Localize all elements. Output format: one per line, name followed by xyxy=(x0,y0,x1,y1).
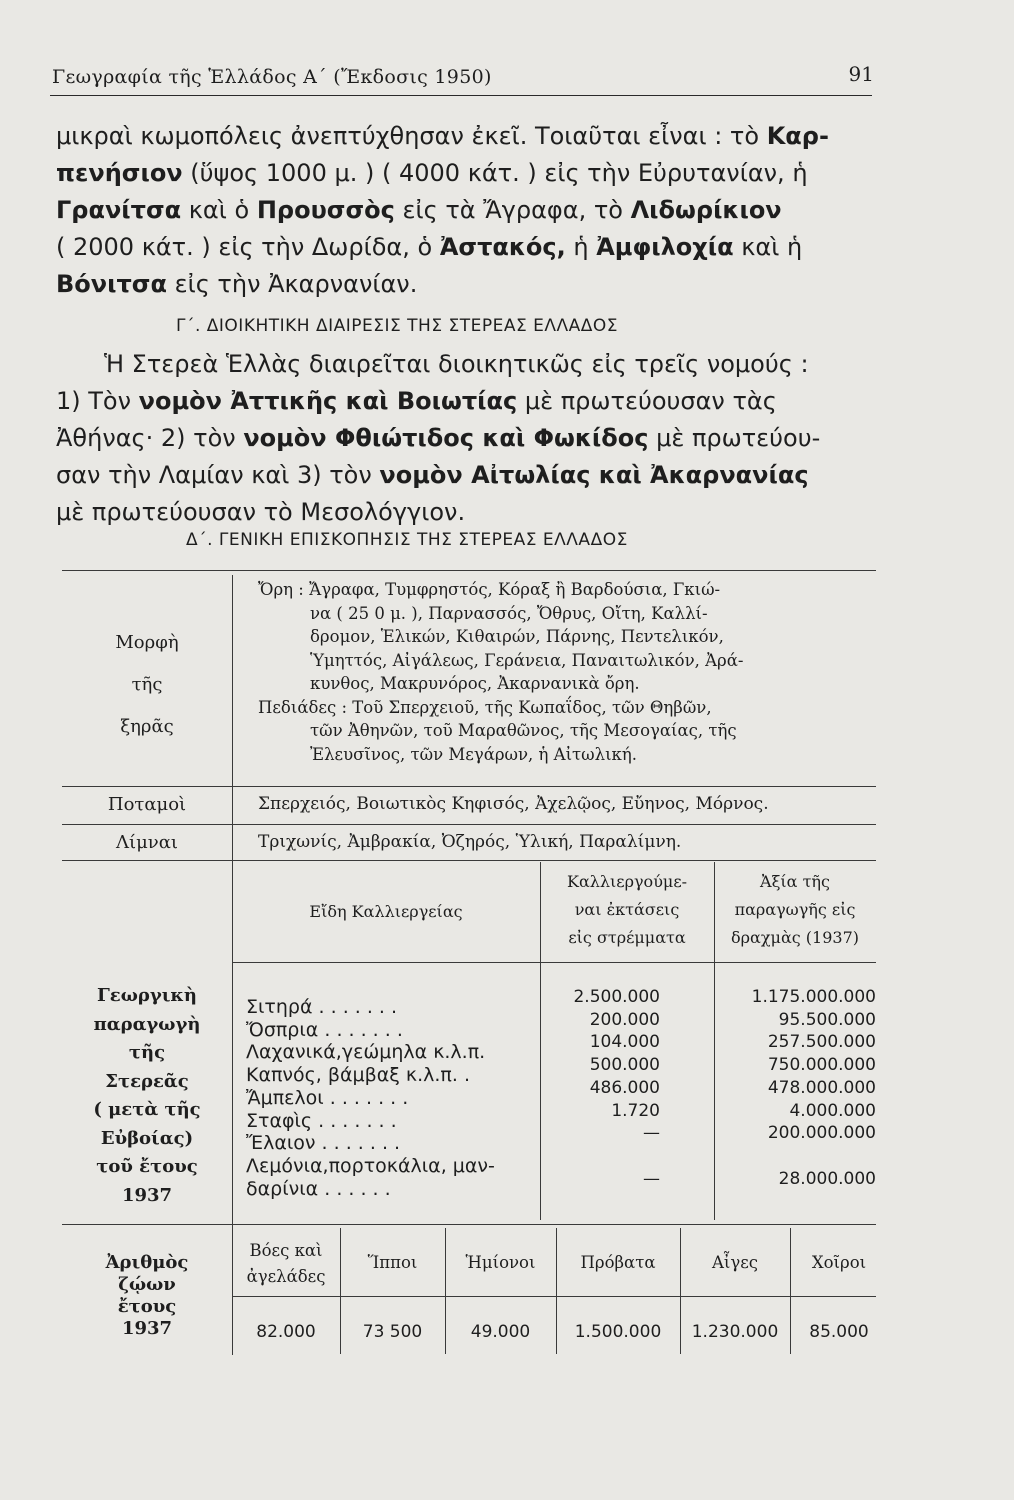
value-values xyxy=(730,986,876,1190)
prefecture-fthiotida: νομὸν Φθιώτιδος καὶ Φωκίδος xyxy=(243,424,649,452)
animals-header-rule xyxy=(232,1296,876,1297)
mountains-line: Ὄρη : Ἄγραφα, Τυμφρηστός, Κόραξ ἢ Βαρδούσια, Γκιώ- xyxy=(258,580,721,599)
intro-line-1 xyxy=(56,118,874,155)
text: ( 2000 κάτ. ) εἰς τὴν Δωρίδα, ὁ xyxy=(56,233,440,261)
intro-line-4 xyxy=(56,229,874,266)
crop-item: Λεμόνια,πορτοκάλια, μαν- xyxy=(246,1154,495,1177)
animal-value-goats: 1.230.000 xyxy=(691,1322,779,1342)
crop-item: Λαχανικά,γεώμηλα κ.λ.π. xyxy=(246,1041,486,1064)
area-value: 2.500.000 xyxy=(573,987,660,1007)
mountains-line: δρομον, Ἑλικών, Κιθαιρών, Πάρνης, Πεντελικόν, xyxy=(310,627,724,646)
label-line: 1937 xyxy=(121,1184,173,1206)
header-line: εἰς στρέμματα xyxy=(568,928,686,947)
label-line: Μορφὴ xyxy=(115,632,179,653)
page-number: 91 xyxy=(848,62,874,86)
table-top-rule xyxy=(62,570,876,571)
crop-list xyxy=(246,996,538,1200)
animal-value-cattle: 82.000 xyxy=(256,1322,316,1342)
place-amfilochia: Ἀμφιλοχία xyxy=(596,233,734,261)
label-line: τῆς xyxy=(128,1042,166,1063)
text: εἰς τὰ Ἄγραφα, τὸ xyxy=(394,196,631,224)
production-value: 95.500.000 xyxy=(778,1009,876,1030)
animal-header-sheep: Πρόβατα xyxy=(580,1253,656,1272)
area-column-header xyxy=(540,868,714,952)
production-value: 1.175.000.000 xyxy=(751,987,876,1007)
text: εἰς τὴν Ἀκαρνανίαν. xyxy=(166,270,418,298)
animal-value-sheep: 1.500.000 xyxy=(574,1322,662,1342)
text: 1) Τὸν xyxy=(56,387,139,415)
place-karpenision-2: πενήσιον xyxy=(56,159,183,187)
label-line: Ἀριθμὸς xyxy=(105,1252,189,1273)
area-value: — xyxy=(643,1123,660,1144)
crop-item: Καπνός, βάμβαξ κ.λ.π. . xyxy=(246,1064,470,1087)
mountains-line: κυνθος, Μακρυνόρος, Ἀκαρνανικὰ ὄρη. xyxy=(310,674,640,693)
text: καὶ ἡ xyxy=(733,233,803,261)
header-line: δραχμὰς (1937) xyxy=(731,928,859,947)
header-line: ναι ἐκτάσεις xyxy=(574,900,680,919)
text: ἡ xyxy=(565,233,597,261)
animal-value-horses: 73 500 xyxy=(362,1322,423,1342)
crop-item: Σιτηρά . . . . . . . xyxy=(246,996,398,1018)
header-rule xyxy=(50,95,872,96)
text: καὶ ὁ xyxy=(181,196,257,224)
area-value: — xyxy=(643,1168,660,1189)
area-value xyxy=(560,1145,660,1168)
c-line-3 xyxy=(56,420,874,457)
production-value: 478.000.000 xyxy=(767,1077,876,1098)
animal-value-mules: 49.000 xyxy=(470,1322,531,1342)
text: Ἀθήνας· 2) τὸν xyxy=(56,424,244,452)
text: (ὕψος 1000 μ. ) ( 4000 κάτ. ) εἰς τὴν Εὐρυτανίαν, ἡ xyxy=(182,159,808,187)
row-rule-production xyxy=(62,1224,876,1225)
production-value: 257.500.000 xyxy=(767,1032,876,1053)
label-line: ζῴων xyxy=(118,1274,176,1295)
label-line: 1937 xyxy=(121,1318,173,1339)
intro-line-5 xyxy=(56,266,874,303)
label-line: τοῦ ἔτους xyxy=(96,1156,198,1177)
header-line: Καλλιεργούμε- xyxy=(566,872,688,891)
mountains-line: Ὑμηττός, Αἰγάλεως, Γεράνεια, Παναιτωλικόν, Ἀρά- xyxy=(310,650,744,670)
label-line: Εὐβοίας) xyxy=(100,1127,194,1149)
mountains-line: να ( 25 0 μ. ), Παρνασσός, Ὄθρυς, Οἴτη, Καλλί- xyxy=(310,603,708,623)
area-value: 200.000 xyxy=(589,1009,660,1030)
place-proussos: Προυσσὸς xyxy=(256,196,395,224)
place-granitsa: Γρανίτσα xyxy=(56,196,182,224)
production-header-rule xyxy=(232,962,876,963)
intro-line-3 xyxy=(56,192,874,229)
area-value: 104.000 xyxy=(589,1032,660,1053)
section-c-paragraph xyxy=(56,346,874,531)
prefecture-aitolia: νομὸν Αἰτωλίας καὶ Ἀκαρνανίας xyxy=(379,461,809,489)
row-rule-relief xyxy=(62,786,876,787)
row-rule-rivers xyxy=(62,824,876,825)
c-line-5: μὲ πρωτεύουσαν τὸ Μεσολόγγιον. xyxy=(56,498,466,526)
section-c-heading: Γ΄. ΔΙΟΙΚΗΤΙΚΗ ΔΙΑΙΡΕΣΙΣ ΤΗΣ ΣΤΕΡΕΑΣ ΕΛΛΑΔΟΣ xyxy=(176,316,618,336)
rivers-text: Σπερχειός, Βοιωτικὸς Κηφισός, Ἀχελῷος, Εὔηνος, Μόρνος. xyxy=(258,794,769,814)
label-line: ( μετὰ τῆς xyxy=(93,1099,201,1120)
production-value: 4.000.000 xyxy=(789,1100,876,1121)
lakes-text: Τριχωνίς, Ἀμβρακία, Ὀζηρός, Ὑλική, Παραλίμνη. xyxy=(258,832,682,852)
c-line-1: Ἡ Στερεὰ Ἑλλὰς διαιρεῖται διοικητικῶς εἰς τρεῖς νομούς : xyxy=(104,350,809,378)
animal-value-pigs: 85.000 xyxy=(809,1322,869,1342)
plains-line: Πεδιάδες : Τοῦ Σπερχειοῦ, τῆς Κωπαΐδος, τῶν Θηβῶν, xyxy=(258,697,712,717)
c-line-2 xyxy=(56,383,874,420)
lakes-label: Λίμναι xyxy=(116,832,178,853)
production-value: 750.000.000 xyxy=(767,1055,876,1076)
section-d-heading: Δ΄. ΓΕΝΙΚΗ ΕΠΙΣΚΟΠΗΣΙΣ ΤΗΣ ΣΤΕΡΕΑΣ ΕΛΛΑΔΟΣ xyxy=(186,530,628,550)
value-column-header xyxy=(714,868,876,952)
label-line: παραγωγὴ xyxy=(93,1013,201,1035)
intro-paragraph xyxy=(56,118,874,303)
text: μὲ πρωτεύουσαν τὰς xyxy=(517,387,777,415)
row-rule-lakes xyxy=(62,860,876,861)
label-line: ἔτους xyxy=(117,1296,177,1317)
crop-item: δαρίνια . . . . . . xyxy=(246,1177,391,1200)
crop-column-header: Εἴδη Καλλιεργείας xyxy=(309,902,463,921)
label-line: ξηρᾶς xyxy=(120,716,174,737)
rivers-label: Ποταμοὶ xyxy=(107,794,187,815)
area-value: 1.720 xyxy=(611,1100,660,1121)
crop-item: Ἄμπελοι . . . . . . . xyxy=(246,1086,409,1109)
text: μὲ πρωτεύου- xyxy=(648,424,821,452)
plains-line: τῶν Ἀθηνῶν, τοῦ Μαραθῶνος, τῆς Μεσογαίας, τῆς xyxy=(310,721,737,740)
animal-header-cattle xyxy=(232,1238,340,1290)
crop-item: Σταφὶς . . . . . . . xyxy=(246,1109,397,1132)
production-label xyxy=(62,982,232,1210)
place-vonitsa: Βόνιτσα xyxy=(56,270,167,298)
label-line: τῆς xyxy=(131,674,163,695)
text: σαν τὴν Λαμίαν καὶ 3) τὸν xyxy=(56,461,380,489)
place-karpenision: Καρ- xyxy=(766,122,829,150)
place-lidorikion: Λιδωρίκιον xyxy=(630,196,782,224)
text: μικραὶ κωμοπόλεις ἀνεπτύχθησαν ἐκεῖ. Τοιαῦται εἶναι : τὸ xyxy=(56,122,767,150)
crop-item: Ὄσπρια . . . . . . . xyxy=(246,1018,403,1041)
header-line: Ἀξία τῆς xyxy=(760,872,830,891)
header-line: παραγωγῆς εἰς xyxy=(734,900,856,919)
header-line: Βόες καὶ xyxy=(249,1241,323,1260)
label-line: Γεωργικὴ xyxy=(96,985,197,1006)
area-value: 500.000 xyxy=(589,1055,660,1076)
animal-header-horses: Ἵπποι xyxy=(367,1253,418,1272)
label-line: Στερεᾶς xyxy=(105,1070,189,1092)
c-line-4 xyxy=(56,457,874,494)
prefecture-attica: νομὸν Ἀττικῆς καὶ Βοιωτίας xyxy=(138,387,518,415)
production-value: 200.000.000 xyxy=(767,1123,876,1144)
animal-header-pigs: Χοῖροι xyxy=(811,1253,867,1272)
animal-header-mules: Ἡμίονοι xyxy=(465,1253,536,1272)
animal-header-goats: Αἶγες xyxy=(711,1253,759,1272)
production-value: 28.000.000 xyxy=(778,1168,876,1189)
production-value xyxy=(730,1145,876,1168)
intro-line-2 xyxy=(56,155,874,192)
relief-label xyxy=(62,628,232,742)
crop-item: Ἔλαιον . . . . . . . xyxy=(246,1132,401,1155)
running-title: Γεωγραφία τῆς Ἑλλάδος Α΄ (Ἔκδοσις 1950) xyxy=(52,66,492,88)
area-value: 486.000 xyxy=(589,1077,660,1098)
header-line: ἀγελάδες xyxy=(246,1267,326,1286)
plains-line: Ἐλευσῖνος, τῶν Μεγάρων, ἡ Αἰτωλική. xyxy=(310,744,637,764)
place-astakos: Ἀστακός, xyxy=(439,233,566,261)
relief-content xyxy=(258,578,878,766)
animals-label xyxy=(62,1252,232,1340)
area-values xyxy=(560,986,660,1190)
